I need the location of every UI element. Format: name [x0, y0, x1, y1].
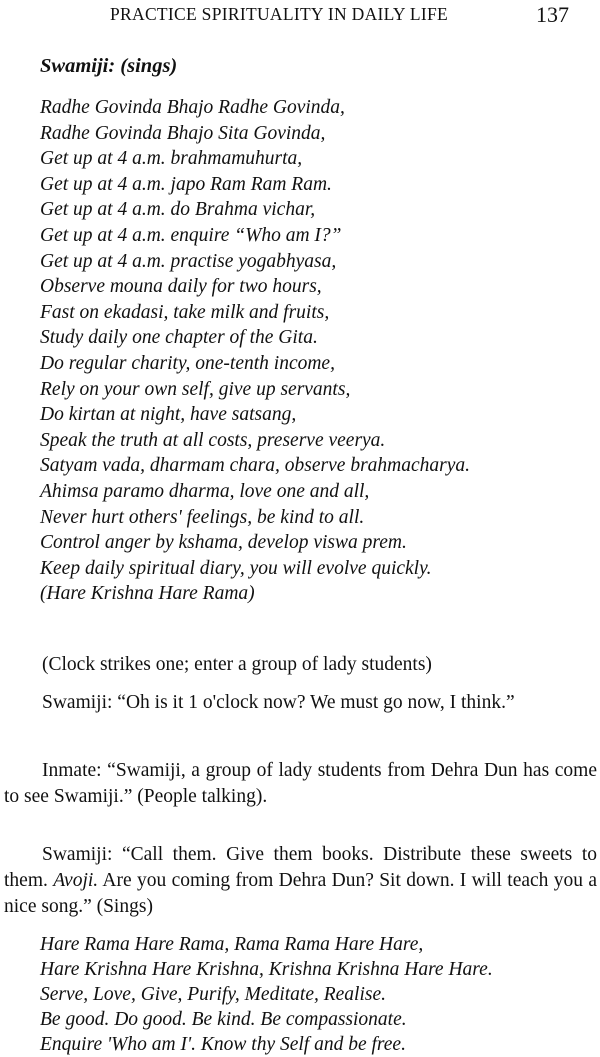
song-line: Hare Rama Hare Rama, Rama Rama Hare Hare, [40, 934, 424, 955]
song-line: Get up at 4 a.m. practise yogabhyasa, [40, 250, 337, 272]
song-line: Do kirtan at night, have satsang, [40, 404, 297, 426]
dialogue-paragraph [4, 842, 597, 920]
song-line: Enquire 'Who am I'. Know thy Self and be free. [40, 1034, 406, 1055]
song-line: Radhe Govinda Bhajo Sita Govinda, [40, 122, 326, 144]
song-lyrics-2 [40, 932, 493, 1057]
song-line: Hare Krishna Hare Krishna, Krishna Krishna Hare Hare. [40, 959, 493, 980]
song-line: Ahimsa paramo dharma, love one and all, [40, 480, 370, 502]
song-line: Get up at 4 a.m. enquire “Who am I?” [40, 224, 342, 246]
song-line: Never hurt others' feelings, be kind to all. [40, 506, 365, 528]
speaker-heading: Swamiji: (sings) [40, 55, 178, 77]
song-lyrics-1 [40, 95, 470, 607]
song-line: (Hare Krishna Hare Rama) [40, 583, 255, 605]
stage-direction: (Clock strikes one; enter a group of lady students) [42, 654, 432, 675]
song-line: Study daily one chapter of the Gita. [40, 327, 318, 349]
song-line: Control anger by kshama, develop viswa prem. [40, 532, 407, 554]
dialogue-paragraph: Swamiji: “Oh is it 1 o'clock now? We must go now, I think.” [42, 692, 515, 713]
song-line: Get up at 4 a.m. brahmamuhurta, [40, 148, 303, 170]
song-line: Keep daily spiritual diary, you will evolve quickly. [40, 557, 432, 579]
paragraph-text: Are you coming from Dehra Dun? Sit down. I will teach you a nice song.” (Sings) [4, 870, 597, 917]
song-line: Do regular charity, one-tenth income, [40, 352, 335, 374]
song-line: Rely on your own self, give up servants, [40, 378, 351, 400]
paragraph-text: Swamiji: “Call them. Give them books. Distribute these sweets to them. [4, 844, 597, 891]
song-line: Get up at 4 a.m. japo Ram Ram Ram. [40, 173, 332, 195]
italic-word: Avoji. [53, 870, 99, 891]
page-header [0, 2, 600, 30]
page-number: 137 [536, 2, 569, 27]
song-line: Radhe Govinda Bhajo Radhe Govinda, [40, 97, 345, 118]
song-line: Get up at 4 a.m. do Brahma vichar, [40, 199, 316, 221]
running-title: PRACTICE SPIRITUALITY IN DAILY LIFE [110, 4, 448, 24]
song-line: Speak the truth at all costs, preserve veerya. [40, 429, 386, 451]
song-line: Satyam vada, dharmam chara, observe brahmacharya. [40, 455, 471, 477]
song-line: Observe mouna daily for two hours, [40, 276, 322, 298]
song-line: Be good. Do good. Be kind. Be compassionate. [40, 1009, 407, 1030]
song-line: Serve, Love, Give, Purify, Meditate, Realise. [40, 984, 387, 1005]
dialogue-paragraph: Inmate: “Swamiji, a group of lady students from Dehra Dun has come to see Swamiji.” (People talking). [4, 760, 597, 807]
song-line: Fast on ekadasi, take milk and fruits, [40, 301, 330, 323]
